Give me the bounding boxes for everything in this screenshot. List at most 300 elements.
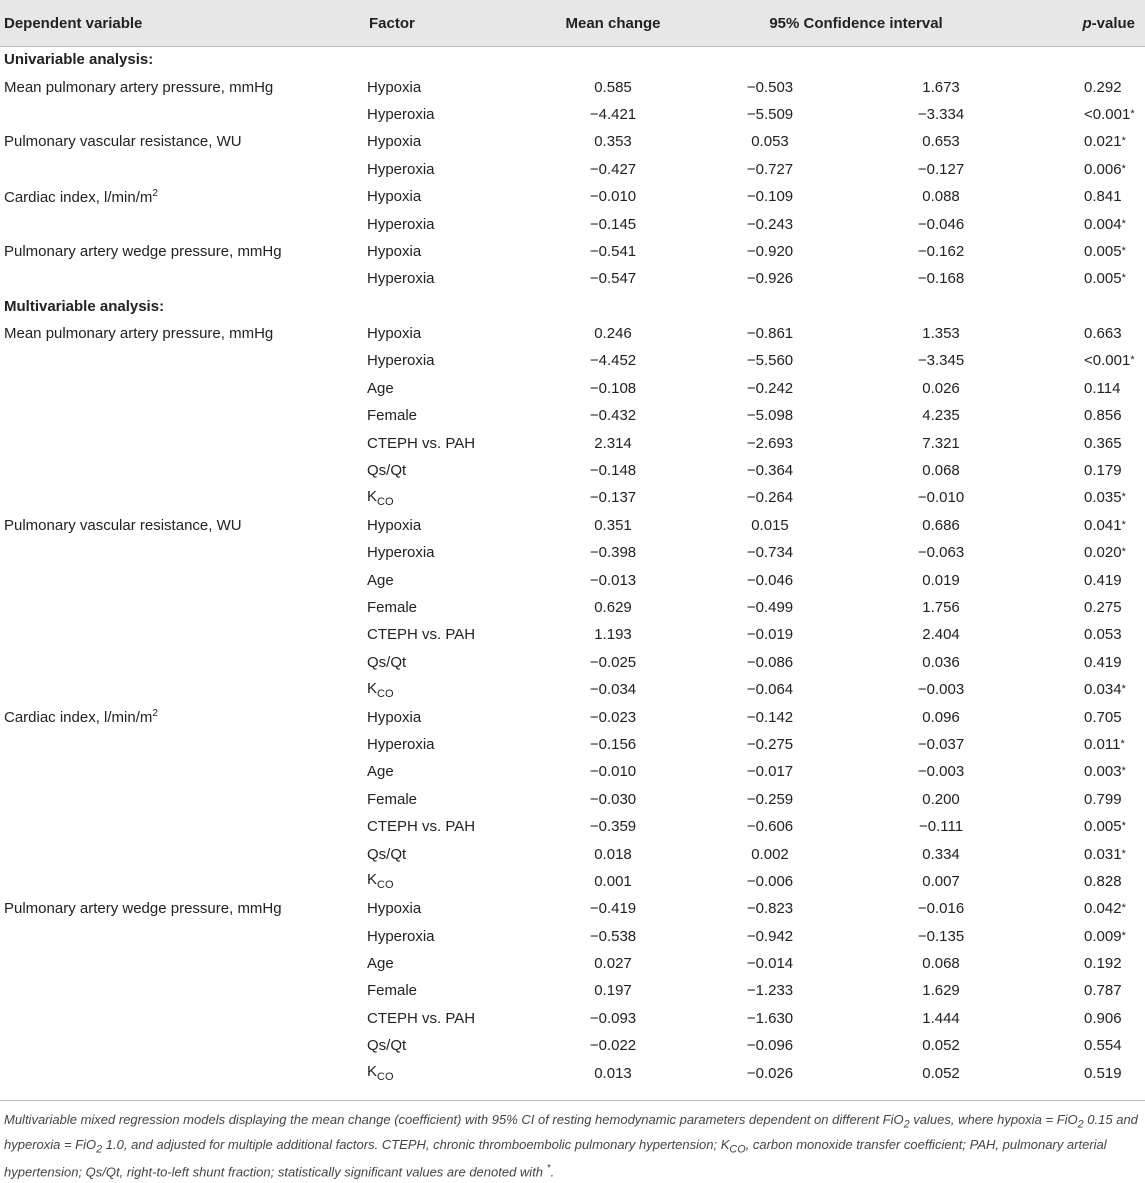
- factor-cell: [365, 429, 541, 456]
- significance-star: *: [1121, 929, 1126, 942]
- ci-upper-cell: [855, 813, 1027, 840]
- ci-lower-cell: [685, 320, 855, 347]
- ci-upper-cell-text: −0.162: [917, 242, 965, 260]
- ci-lower-cell: [685, 238, 855, 265]
- dependent-variable-cell: [0, 429, 365, 456]
- ci-lower-cell-text: 0.053: [751, 133, 789, 151]
- ci-lower-cell: [685, 1005, 855, 1032]
- header-mean-change: Mean change: [565, 14, 661, 32]
- ci-lower-cell-text: −5.098: [746, 407, 794, 425]
- mean-change-cell-text: −0.034: [589, 681, 637, 699]
- factor-cell-text: Age: [367, 763, 394, 781]
- mean-change-cell-text: −0.432: [589, 407, 637, 425]
- ci-lower-cell-text: −0.727: [746, 160, 794, 178]
- table-row: [0, 429, 1145, 456]
- dependent-variable-cell: [0, 758, 365, 785]
- table-row: [0, 621, 1145, 648]
- table-row: [0, 73, 1145, 100]
- factor-cell: [365, 347, 541, 374]
- ci-lower-cell: [685, 840, 855, 867]
- table-row: [0, 512, 1145, 539]
- ci-upper-cell-text: −0.010: [917, 489, 965, 507]
- ci-upper-cell-text: 0.653: [922, 133, 960, 151]
- p-value-cell: [1027, 923, 1145, 950]
- table-row: [0, 923, 1145, 950]
- ci-lower-cell-text: −0.606: [746, 818, 794, 836]
- dependent-variable-cell: [0, 265, 365, 292]
- factor-subscript: CO: [377, 495, 394, 508]
- mean-change-cell: [541, 731, 685, 758]
- factor-cell: [365, 101, 541, 128]
- dependent-variable-cell: [0, 923, 365, 950]
- dependent-variable-cell: [0, 128, 365, 155]
- ci-upper-cell: [855, 703, 1027, 730]
- ci-lower-cell-text: −2.693: [746, 434, 794, 452]
- significance-star: *: [1121, 272, 1126, 285]
- table-row: [0, 238, 1145, 265]
- mean-change-cell: [541, 868, 685, 895]
- significance-star: *: [1121, 162, 1126, 175]
- ci-upper-cell: [855, 512, 1027, 539]
- dependent-variable-cell-text: Pulmonary artery wedge pressure, mmHg: [4, 242, 282, 260]
- ci-lower-cell: [685, 923, 855, 950]
- table-row: [0, 895, 1145, 922]
- p-value-cell-text: 0.005: [1084, 242, 1122, 260]
- dependent-variable-cell: [0, 73, 365, 100]
- ci-lower-cell-text: −5.509: [746, 105, 794, 123]
- ci-upper-cell-text: −0.003: [917, 763, 965, 781]
- factor-cell-text: Female: [367, 790, 418, 808]
- factor-cell: [365, 457, 541, 484]
- mean-change-cell-text: −0.538: [589, 927, 637, 945]
- ci-upper-cell-text: 0.052: [922, 1064, 960, 1082]
- dependent-variable-cell-text: Pulmonary vascular resistance, WU: [4, 133, 242, 151]
- p-value-cell-text: <0.001: [1084, 105, 1131, 123]
- p-value-cell: [1027, 128, 1145, 155]
- ci-lower-cell-text: −0.926: [746, 270, 794, 288]
- ci-upper-cell-text: −0.003: [917, 681, 965, 699]
- significance-star: *: [1121, 820, 1126, 833]
- mean-change-cell: [541, 402, 685, 429]
- dependent-variable-cell-text: Pulmonary artery wedge pressure, mmHg: [4, 900, 282, 918]
- unit-superscript: 2: [152, 708, 158, 720]
- mean-change-cell: [541, 183, 685, 210]
- p-value-cell: [1027, 649, 1145, 676]
- ci-upper-cell: [855, 621, 1027, 648]
- dependent-variable-cell: [0, 457, 365, 484]
- ci-upper-cell-text: −0.111: [918, 818, 964, 836]
- factor-cell: [365, 786, 541, 813]
- ci-lower-cell: [685, 347, 855, 374]
- ci-lower-cell-text: −5.560: [746, 352, 794, 370]
- caption-text: 0.15 and hyperoxia = FiO: [4, 1112, 1138, 1152]
- factor-cell-text: Hyperoxia: [367, 735, 435, 753]
- mean-change-cell-text: −4.452: [589, 352, 637, 370]
- ci-upper-cell: [855, 977, 1027, 1004]
- p-value-cell: [1027, 786, 1145, 813]
- p-value-cell-text: 0.365: [1084, 434, 1122, 452]
- table-row: [0, 375, 1145, 402]
- ci-upper-cell: [855, 649, 1027, 676]
- ci-upper-cell: [855, 950, 1027, 977]
- mean-change-cell-text: 0.351: [594, 516, 632, 534]
- significance-star: *: [1121, 546, 1126, 559]
- dependent-variable-cell-text: Pulmonary vascular resistance, WU: [4, 516, 242, 534]
- factor-cell-text: Hyperoxia: [367, 215, 435, 233]
- mean-change-cell-text: −0.025: [589, 653, 637, 671]
- dependent-variable-cell: [0, 238, 365, 265]
- ci-upper-cell: [855, 1059, 1027, 1086]
- ci-upper-cell: [855, 73, 1027, 100]
- caption-text: values, where hypoxia = FiO: [909, 1112, 1078, 1127]
- p-value-cell-text: 0.419: [1084, 571, 1122, 589]
- significance-star: *: [1121, 683, 1126, 696]
- mean-change-cell: [541, 539, 685, 566]
- ci-upper-cell-text: 1.444: [922, 1009, 960, 1027]
- section-title: Univariable analysis:: [4, 51, 154, 69]
- dependent-variable-cell: [0, 895, 365, 922]
- ci-upper-cell: [855, 676, 1027, 703]
- mean-change-cell: [541, 594, 685, 621]
- significance-star: *: [1121, 847, 1126, 860]
- ci-lower-cell: [685, 375, 855, 402]
- ci-upper-cell: [855, 210, 1027, 237]
- unit-superscript: 2: [152, 187, 158, 199]
- p-value-cell-text: 0.705: [1084, 708, 1122, 726]
- factor-cell: [365, 703, 541, 730]
- p-value-cell-text: 0.856: [1084, 407, 1122, 425]
- p-value-cell-text: 0.031: [1084, 845, 1122, 863]
- ci-upper-cell-text: 0.007: [922, 872, 960, 890]
- factor-subscript: CO: [377, 879, 394, 892]
- mean-change-cell: [541, 813, 685, 840]
- ci-upper-cell-text: −0.046: [917, 215, 965, 233]
- table-body: [0, 46, 1145, 1087]
- ci-lower-cell-text: 0.002: [751, 845, 789, 863]
- ci-lower-cell-text: −0.264: [746, 489, 794, 507]
- mean-change-cell-text: −0.030: [589, 790, 637, 808]
- ci-upper-cell: [855, 1005, 1027, 1032]
- ci-upper-cell-text: 4.235: [922, 407, 960, 425]
- factor-cell-text: Female: [367, 599, 418, 616]
- p-value-cell-text: 0.114: [1084, 379, 1121, 397]
- mean-change-cell-text: −0.419: [589, 900, 637, 918]
- factor-cell-text: K: [367, 679, 378, 697]
- factor-cell-text: Qs/Qt: [367, 845, 407, 863]
- factor-cell: [365, 375, 541, 402]
- factor-cell-text: Hypoxia: [367, 516, 422, 534]
- table-row: [0, 1032, 1145, 1059]
- ci-upper-cell: [855, 731, 1027, 758]
- ci-lower-cell-text: −0.259: [746, 790, 794, 808]
- mean-change-cell-text: 0.353: [594, 133, 632, 151]
- mean-change-cell-text: −0.359: [589, 818, 637, 836]
- ci-upper-cell: [855, 265, 1027, 292]
- caption-text: Multivariable mixed regression models displaying the mean change (coefficient) with 95% CI of resting hemodynamic parameters dependent on different FiO: [4, 1112, 904, 1127]
- dependent-variable-cell: [0, 621, 365, 648]
- ci-lower-cell: [685, 183, 855, 210]
- significance-star: *: [1121, 244, 1126, 257]
- table-row: [0, 347, 1145, 374]
- mean-change-cell: [541, 840, 685, 867]
- p-value-cell-text: 0.034: [1084, 681, 1122, 699]
- ci-lower-cell-text: −0.064: [746, 681, 794, 699]
- dependent-variable-cell: [0, 484, 365, 511]
- p-value-cell: [1027, 703, 1145, 730]
- factor-cell: [365, 950, 541, 977]
- p-value-cell: [1027, 512, 1145, 539]
- header-p-value-text: p-value: [1082, 14, 1136, 32]
- p-value-cell: [1027, 347, 1145, 374]
- mean-change-cell: [541, 1059, 685, 1086]
- mean-change-cell: [541, 923, 685, 950]
- table-row: [0, 786, 1145, 813]
- ci-upper-cell-text: −3.334: [917, 105, 965, 123]
- factor-cell: [365, 320, 541, 347]
- dependent-variable-cell: [0, 676, 365, 703]
- mean-change-cell: [541, 320, 685, 347]
- p-value-cell: [1027, 265, 1145, 292]
- factor-cell-text: Hypoxia: [367, 242, 422, 260]
- ci-lower-cell-text: −0.014: [746, 955, 794, 973]
- ci-upper-cell: [855, 539, 1027, 566]
- factor-cell-text: Hypoxia: [367, 188, 422, 206]
- factor-cell-text: Hypoxia: [367, 708, 422, 726]
- mean-change-cell: [541, 621, 685, 648]
- mean-change-cell: [541, 676, 685, 703]
- ci-lower-cell-text: −0.142: [746, 708, 794, 726]
- ci-upper-cell-text: 1.673: [922, 78, 960, 96]
- p-value-cell-text: <0.001: [1084, 352, 1131, 370]
- ci-lower-cell: [685, 1059, 855, 1086]
- mean-change-cell-text: −0.108: [589, 379, 637, 397]
- significance-star: *: [1121, 765, 1126, 778]
- table-row: [0, 703, 1145, 730]
- table-row: [0, 1059, 1145, 1086]
- factor-cell: [365, 731, 541, 758]
- p-value-cell-text: 0.011: [1084, 735, 1121, 753]
- p-value-cell-text: 0.292: [1084, 78, 1122, 96]
- mean-change-cell: [541, 347, 685, 374]
- factor-cell: [365, 183, 541, 210]
- mean-change-cell-text: 0.018: [594, 845, 632, 863]
- caption-subscript: 2: [96, 1143, 103, 1156]
- header-factor: Factor: [369, 14, 415, 32]
- mean-change-cell-text: −0.010: [589, 188, 637, 206]
- dependent-variable-cell: [0, 731, 365, 758]
- p-value-cell-text: 0.006: [1084, 160, 1122, 178]
- ci-upper-cell-text: 2.404: [922, 626, 960, 644]
- p-value-cell: [1027, 1032, 1145, 1059]
- mean-change-cell: [541, 758, 685, 785]
- mean-change-cell-text: −0.145: [589, 215, 637, 233]
- ci-upper-cell: [855, 320, 1027, 347]
- factor-cell-text: K: [367, 1063, 378, 1081]
- p-value-cell: [1027, 566, 1145, 593]
- significance-star: *: [1121, 491, 1126, 504]
- mean-change-cell-text: 0.585: [594, 78, 632, 96]
- ci-lower-cell-text: −0.086: [746, 653, 794, 671]
- significance-star: *: [1121, 135, 1126, 148]
- factor-cell-text: Qs/Qt: [367, 653, 407, 671]
- p-value-cell-text: 0.041: [1084, 516, 1122, 534]
- factor-cell-text: Qs/Qt: [367, 462, 407, 480]
- p-value-cell-text: 0.035: [1084, 489, 1122, 507]
- header-confidence-interval: 95% Confidence interval: [769, 14, 943, 32]
- ci-lower-cell-text: −0.364: [746, 462, 794, 480]
- dependent-variable-cell-text: Cardiac index, l/min/m: [4, 188, 153, 206]
- table-row: [0, 156, 1145, 183]
- p-value-cell: [1027, 238, 1145, 265]
- ci-upper-cell-text: 0.068: [922, 462, 960, 480]
- p-value-cell: [1027, 402, 1145, 429]
- significance-star: *: [1120, 737, 1125, 750]
- factor-cell: [365, 1059, 541, 1086]
- ci-upper-cell: [855, 183, 1027, 210]
- ci-upper-cell-text: −0.037: [917, 735, 965, 753]
- factor-cell: [365, 512, 541, 539]
- dependent-variable-cell: [0, 320, 365, 347]
- table-header-row: [0, 0, 1145, 46]
- mean-change-cell: [541, 238, 685, 265]
- ci-upper-cell-text: −3.345: [917, 352, 965, 370]
- ci-lower-cell: [685, 566, 855, 593]
- ci-lower-cell: [685, 429, 855, 456]
- p-value-cell: [1027, 731, 1145, 758]
- mean-change-cell: [541, 457, 685, 484]
- significance-star: *: [1121, 902, 1126, 915]
- dependent-variable-cell: [0, 375, 365, 402]
- ci-upper-cell-text: 0.686: [922, 516, 960, 534]
- dependent-variable-cell: [0, 1059, 365, 1086]
- p-value-cell: [1027, 539, 1145, 566]
- ci-lower-cell-text: −0.109: [746, 188, 794, 206]
- dependent-variable-cell: [0, 183, 365, 210]
- factor-cell: [365, 676, 541, 703]
- p-value-cell: [1027, 758, 1145, 785]
- ci-lower-cell: [685, 512, 855, 539]
- ci-lower-cell: [685, 621, 855, 648]
- p-value-cell: [1027, 156, 1145, 183]
- dependent-variable-cell: [0, 402, 365, 429]
- factor-cell: [365, 895, 541, 922]
- mean-change-cell-text: −0.148: [589, 462, 637, 480]
- factor-cell-text: Hyperoxia: [367, 105, 435, 123]
- factor-cell-text: Hypoxia: [367, 325, 422, 343]
- section-row: [0, 293, 1145, 320]
- ci-lower-cell: [685, 950, 855, 977]
- ci-lower-cell: [685, 649, 855, 676]
- table-row: [0, 594, 1145, 621]
- factor-cell-text: Hypoxia: [367, 900, 422, 918]
- ci-lower-cell-text: −1.630: [746, 1009, 794, 1027]
- dependent-variable-cell: [0, 347, 365, 374]
- factor-cell-text: Female: [367, 407, 418, 425]
- ci-lower-cell-text: −0.046: [746, 571, 794, 589]
- dependent-variable-cell: [0, 512, 365, 539]
- factor-cell: [365, 128, 541, 155]
- mean-change-cell-text: −0.541: [589, 242, 637, 260]
- mean-change-cell: [541, 1032, 685, 1059]
- factor-cell: [365, 621, 541, 648]
- ci-lower-cell: [685, 977, 855, 1004]
- factor-cell-text: Qs/Qt: [367, 1037, 407, 1055]
- ci-upper-cell: [855, 238, 1027, 265]
- p-value-cell-text: 0.841: [1084, 188, 1122, 206]
- p-value-cell-text: 0.009: [1084, 927, 1122, 945]
- p-value-cell-text: 0.020: [1084, 544, 1122, 562]
- p-value-cell-text: 0.787: [1084, 982, 1122, 1000]
- mean-change-cell: [541, 128, 685, 155]
- ci-lower-cell-text: −0.096: [746, 1037, 794, 1055]
- table-row: [0, 265, 1145, 292]
- table-row: [0, 977, 1145, 1004]
- dependent-variable-cell: [0, 539, 365, 566]
- factor-cell-text: Age: [367, 955, 394, 973]
- table-row: [0, 950, 1145, 977]
- ci-upper-cell: [855, 128, 1027, 155]
- mean-change-cell-text: 0.197: [594, 982, 632, 1000]
- ci-lower-cell: [685, 813, 855, 840]
- ci-upper-cell-text: 0.019: [922, 571, 960, 589]
- factor-cell: [365, 73, 541, 100]
- dependent-variable-cell: [0, 566, 365, 593]
- table-row: [0, 101, 1145, 128]
- mean-change-cell-text: −0.398: [589, 544, 637, 562]
- table-row: [0, 676, 1145, 703]
- factor-cell: [365, 265, 541, 292]
- section-row: [0, 46, 1145, 73]
- ci-upper-cell: [855, 923, 1027, 950]
- p-value-cell-text: 0.799: [1084, 790, 1122, 808]
- dependent-variable-cell: [0, 210, 365, 237]
- factor-cell: [365, 210, 541, 237]
- p-value-cell: [1027, 594, 1145, 621]
- mean-change-cell-text: −0.022: [589, 1037, 637, 1055]
- factor-cell: [365, 594, 541, 621]
- p-value-cell-text: 0.021: [1084, 133, 1122, 151]
- p-value-cell: [1027, 484, 1145, 511]
- significance-star: *: [1130, 354, 1135, 367]
- p-value-cell: [1027, 621, 1145, 648]
- ci-lower-cell: [685, 758, 855, 785]
- ci-lower-cell: [685, 868, 855, 895]
- factor-cell-text: Female: [367, 982, 418, 1000]
- mean-change-cell-text: −0.156: [589, 735, 637, 753]
- p-value-cell-text: 0.275: [1084, 599, 1122, 616]
- caption-text: , carbon monoxide transfer coefficient; PAH, pulmonary arterial hypertension; Qs/Qt, right-to-left shunt fraction; statistically significant values are denoted with: [4, 1136, 1107, 1180]
- ci-upper-cell-text: 0.334: [922, 845, 960, 863]
- mean-change-cell-text: 0.001: [594, 872, 632, 890]
- p-value-cell-text: 0.053: [1084, 626, 1122, 644]
- dependent-variable-cell: [0, 786, 365, 813]
- ci-upper-cell: [855, 895, 1027, 922]
- p-value-cell: [1027, 1059, 1145, 1086]
- ci-upper-cell: [855, 868, 1027, 895]
- mean-change-cell-text: −4.421: [589, 105, 637, 123]
- p-value-cell: [1027, 1005, 1145, 1032]
- ci-lower-cell-text: −0.861: [746, 325, 794, 343]
- factor-cell: [365, 840, 541, 867]
- ci-lower-cell: [685, 594, 855, 621]
- ci-upper-cell-text: −0.168: [917, 270, 965, 288]
- ci-lower-cell: [685, 703, 855, 730]
- caption-text: 1.0, and adjusted for multiple additional factors. CTEPH, chronic thromboembolic pulmonary hypertension; K: [102, 1136, 730, 1152]
- ci-lower-cell-text: −1.233: [746, 982, 794, 1000]
- p-value-cell-text: 0.179: [1084, 462, 1122, 480]
- factor-cell-text: Hyperoxia: [367, 160, 435, 178]
- factor-cell-text: K: [367, 871, 378, 889]
